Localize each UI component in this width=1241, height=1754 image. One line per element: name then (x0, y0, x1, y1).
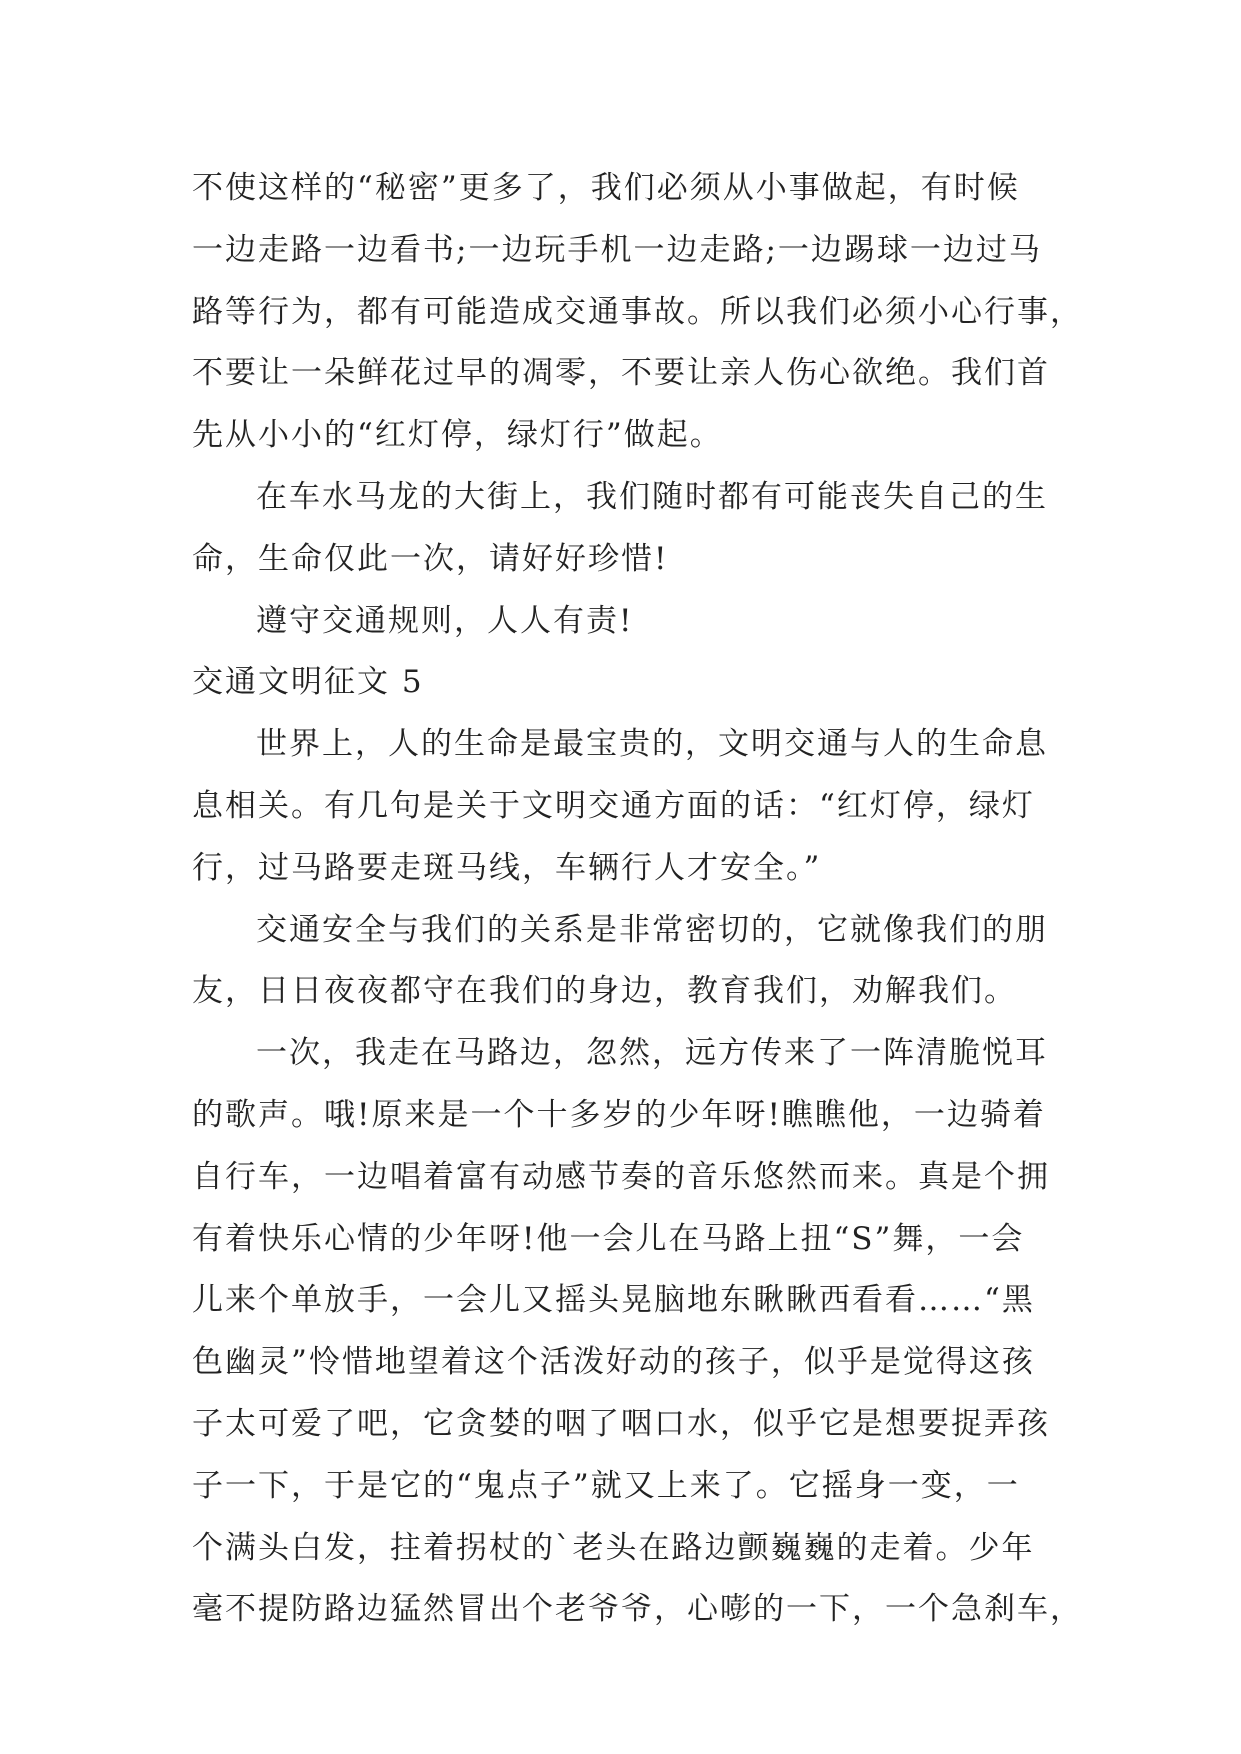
text-line: 子太可爱了吧，它贪婪的咽了咽口水，似乎它是想要捉弄孩 (192, 1405, 1050, 1442)
text-line: 路等行为，都有可能造成交通事故。所以我们必须小心行事， (192, 293, 1083, 330)
text-line: 行，过马路要走斑马线，车辆行人才安全。” (192, 849, 822, 886)
text-line: 交通安全与我们的关系是非常密切的，它就像我们的朋 (256, 911, 1048, 948)
text-line: 先从小小的“红灯停，绿灯行”做起。 (192, 417, 723, 454)
text-line: 息相关。有几句是关于文明交通方面的话：“红灯停，绿灯 (192, 787, 1035, 824)
text-line: 有着快乐心情的少年呀!他一会儿在马路上扭“S”舞，一会 (192, 1220, 1025, 1257)
text-line: 友，日日夜夜都守在我们的身边，教育我们，劝解我们。 (192, 973, 1017, 1010)
text-line: 在车水马龙的大街上，我们随时都有可能丧失自己的生 (256, 478, 1048, 515)
text-line: 个满头白发，拄着拐杖的`老头在路边颤巍巍的走着。少年 (192, 1529, 1035, 1566)
text-line: 不要让一朵鲜花过早的凋零，不要让亲人伤心欲绝。我们首 (192, 355, 1050, 392)
text-line: 世界上，人的生命是最宝贵的，文明交通与人的生命息 (256, 726, 1048, 763)
text-line: 色幽灵”怜惜地望着这个活泼好动的孩子，似乎是觉得这孩 (192, 1344, 1035, 1381)
text-line: 的歌声。哦!原来是一个十多岁的少年呀!瞧瞧他，一边骑着 (192, 1096, 1046, 1133)
text-line: 毫不提防路边猛然冒出个老爷爷，心嘭的一下，一个急刹车， (192, 1591, 1083, 1628)
text-line: 命，生命仅此一次，请好好珍惜! (192, 540, 669, 577)
text-line: 遵守交通规则，人人有责! (256, 602, 634, 639)
body-text (192, 158, 1083, 1641)
text-line: 子一下，于是它的“鬼点子”就又上来了。它摇身一变，一 (192, 1467, 1020, 1504)
text-line: 一边走路一边看书;一边玩手机一边走路;一边踢球一边过马 (192, 231, 1042, 268)
section-heading: 交通文明征文 5 (192, 664, 424, 701)
text-line: 自行车，一边唱着富有动感节奏的音乐悠然而来。真是个拥 (192, 1158, 1050, 1195)
text-line: 一次，我走在马路边，忽然，远方传来了一阵清脆悦耳 (256, 1035, 1048, 1072)
text-line: 儿来个单放手，一会儿又摇头晃脑地东瞅瞅西看看……“黑 (192, 1282, 1035, 1319)
text-line: 不使这样的“秘密”更多了，我们必须从小事做起，有时候 (192, 170, 1020, 206)
